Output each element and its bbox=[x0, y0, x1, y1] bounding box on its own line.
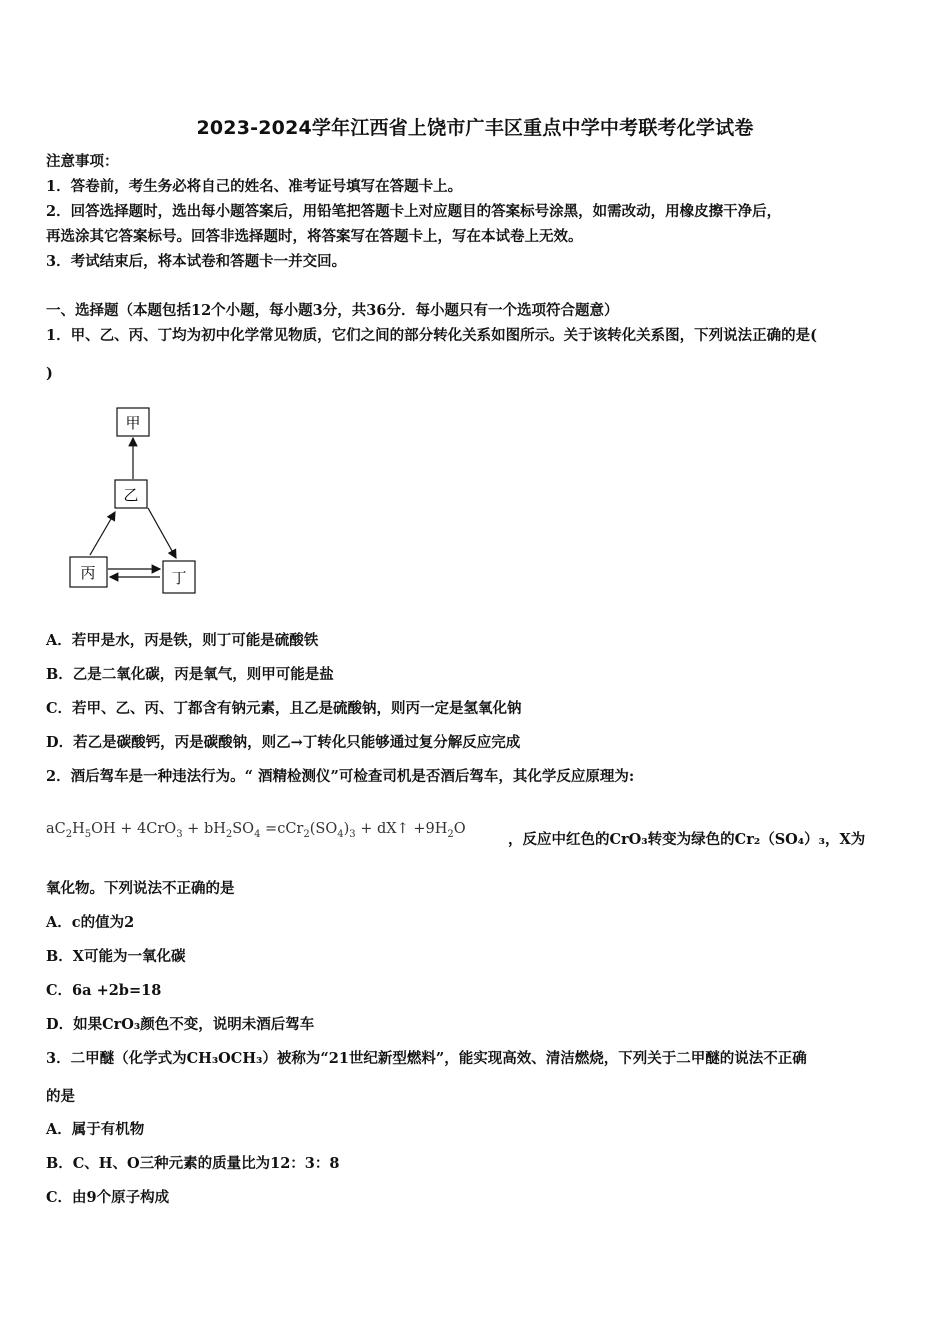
q1-option-b: B．乙是二氧化碳，丙是氧气，则甲可能是盐 bbox=[46, 666, 334, 683]
note-item: 2．回答选择题时，选出每小题答案后，用铅笔把答题卡上对应题目的答案标号涂黑，如需改动，用橡皮擦干净后， bbox=[46, 203, 782, 220]
arrow-bing-to-yi bbox=[90, 512, 115, 555]
q1-option-d: D．若乙是碳酸钙，丙是碳酸钠，则乙→丁转化只能够通过复分解反应完成 bbox=[46, 734, 521, 751]
label-jia: 甲 bbox=[125, 414, 141, 432]
q3-option-a: A．属于有机物 bbox=[46, 1121, 145, 1138]
question-2-stem: 2．酒后驾车是一种违法行为。“ 酒精检测仪”可检查司机是否酒后驾车，其化学反应原理为: bbox=[46, 768, 635, 785]
chemical-equation: $aC_2H_5OH + 4CrO_3 + bH_2SO_4 =cCr_2(SO_4)_3$ + dX↑ $+9H_2O$ bbox=[46, 821, 466, 840]
notes-heading: 注意事项： bbox=[46, 153, 119, 170]
q2-option-c: C．6a +2b=18 bbox=[46, 982, 162, 999]
question-1-stem: 1．甲、乙、丙、丁均为初中化学常见物质，它们之间的部分转化关系如图所示。关于该转化关系图，下列说法正确的是( bbox=[46, 327, 817, 344]
q3-option-c: C．由9个原子构成 bbox=[46, 1189, 170, 1206]
equation-tail: ，反应中红色的CrO₃转变为绿色的Cr₂（SO₄）₃，X为 bbox=[508, 831, 866, 848]
arrow-yi-to-ding bbox=[148, 508, 176, 558]
conversion-diagram bbox=[60, 400, 220, 605]
question-3-stem-cont: 的是 bbox=[46, 1088, 75, 1105]
q1-option-a: A．若甲是水，丙是铁，则丁可能是硫酸铁 bbox=[46, 632, 319, 649]
note-item: 再选涂其它答案标号。回答非选择题时，将答案写在答题卡上，写在本试卷上无效。 bbox=[46, 228, 583, 245]
exam-title: 2023-2024学年江西省上饶市广丰区重点中学中考联考化学试卷 bbox=[196, 117, 754, 139]
section-heading: 一、选择题（本题包括12个小题，每小题3分，共36分．每小题只有一个选项符合题意） bbox=[46, 302, 619, 319]
question-2-stem-cont: 氧化物。下列说法不正确的是 bbox=[46, 880, 235, 897]
label-bing: 丙 bbox=[80, 564, 96, 582]
question-1-stem-cont: ) bbox=[46, 365, 53, 382]
q1-option-c: C．若甲、乙、丙、丁都含有钠元素，且乙是硫酸钠，则丙一定是氢氧化钠 bbox=[46, 700, 522, 717]
label-ding: 丁 bbox=[171, 569, 187, 587]
q2-option-a: A．c的值为2 bbox=[46, 914, 135, 931]
note-item: 1．答卷前，考生务必将自己的姓名、准考证号填写在答题卡上。 bbox=[46, 178, 463, 195]
note-item: 3．考试结束后，将本试卷和答题卡一并交回。 bbox=[46, 253, 347, 270]
q2-option-b: B．X可能为一氧化碳 bbox=[46, 948, 186, 965]
label-yi: 乙 bbox=[123, 486, 139, 504]
question-3-stem: 3．二甲醚（化学式为CH₃OCH₃）被称为“21世纪新型燃料”，能实现高效、清洁燃烧，下列关于二甲醚的说法不正确 bbox=[46, 1050, 807, 1067]
q2-option-d: D．如果CrO₃颜色不变，说明未酒后驾车 bbox=[46, 1016, 315, 1033]
q3-option-b: B．C、H、O三种元素的质量比为12：3：8 bbox=[46, 1155, 340, 1172]
